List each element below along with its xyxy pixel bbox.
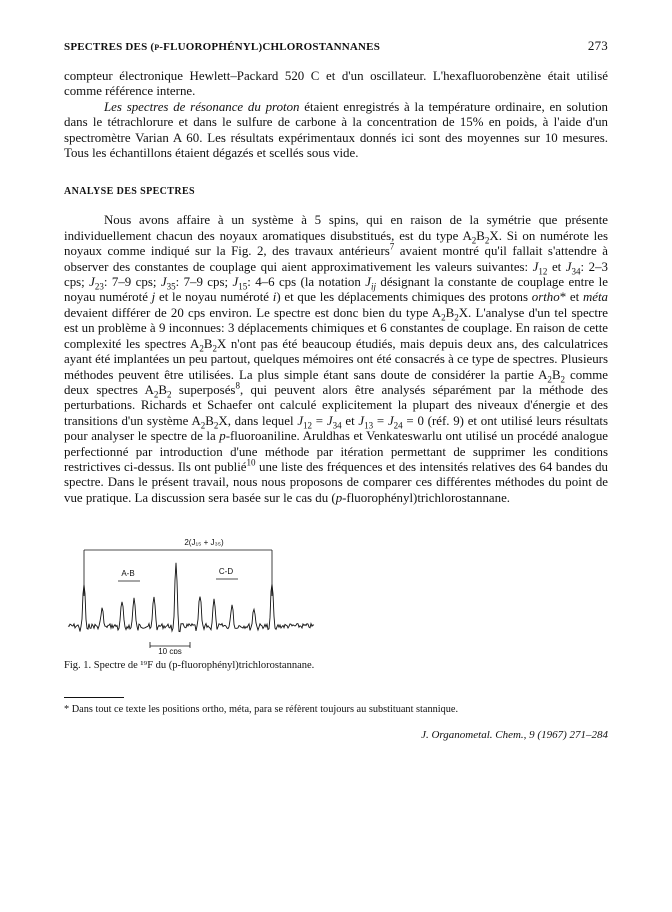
paragraph-1: compteur électronique Hewlett–Packard 520 C et d'un oscillateur. L'hexafluorobenzène était utilisé comme référence interne. bbox=[64, 69, 608, 99]
paragraph-2: Les spectres de résonance du proton étaient enregistrés à la température ordinaire, en solution dans le tétrachlorure et dans le sulfure de carbone à la concentration de 15% en poids, à l'aide d'un spectromètre Varian A 60. Les résultats expérimentaux donnés ici sont des moyennes sur 10 mesures. Tous les échantillons étaient dégazés et scellés sous vide. bbox=[64, 99, 608, 161]
page-number: 273 bbox=[587, 38, 608, 53]
label-ab: A-B bbox=[121, 569, 135, 579]
scale-bar-label: 10 cps bbox=[158, 647, 182, 655]
figure-1-spectrum bbox=[64, 536, 608, 654]
spectrum-trace bbox=[68, 563, 314, 632]
running-title: SPECTRES DES (p-FLUOROPHÉNYL)CHLOROSTANNANES bbox=[64, 41, 381, 53]
running-head bbox=[64, 38, 608, 54]
label-cd: C-D bbox=[218, 567, 234, 577]
footnote: * Dans tout ce texte les positions ortho, méta, para se réfèrent toujours au substituant stannique. bbox=[64, 704, 459, 716]
section-title: ANALYSE DES SPECTRES bbox=[64, 186, 196, 198]
journal-reference: J. Organometal. Chem., 9 (1967) 271–284 bbox=[421, 729, 608, 742]
figure-caption: Fig. 1. Spectre de ¹⁹F du (p-fluorophényl)trichlorostannane. bbox=[64, 660, 315, 672]
paragraph-2-lead: Les spectres de résonance du proton bbox=[104, 99, 300, 114]
paragraph-3: Nous avons affaire à un système à 5 spins, qui en raison de la symétrie que présente individuellement chacun des noyaux aromatiques disubstitués, est du type $A_2B_2X$. Si on numérote les noyaux comme indiqué sur la Fig. 2, des travaux antérieurs$^7$ avaient montré qu'il fallait s'attendre à observer des constantes de couplage qui aient approximativement les valeurs suivantes: $J_{12}$ et $J_{34}$: 2–3 cps; $J_{23}$: 7–9 cps; $J_{35}$: 7–9 cps; $J_{15}$: 4–6 cps (la notation $J_{ij}$ désignant la constante de couplage entre le noyau numéroté j et le noyau numéroté i) et que les déplacements chimiques des protons ortho* et méta devaient différer de 20 cps environ. Le spectre est donc bien du type $A_2B_2X$. L'analyse d'un tel spectre est un problème à 9 inconnues: 3 déplacements chimiques et 6 constantes de couplage. En raison de cette complexité les spectres $A_2B_2X$ n'ont pas été beaucoup étudiés, mais depuis deux ans, des calculatrices ayant été implantées un peu partout, quelques mémoires ont été consacrés à ce type de spectres. Plusieurs méthodes peuvent être utilisées. La plus simple étant sans doute de considérer la partie $A_2B_2$ comme deux spectres $A_2B_2$ superposés$^8$, qui peuvent alors être analysés séparément par la méthode des perturbations. Richards et Schaefer ont calculé explicitement la plupart des niveaux d'énergie et des transitions d'un système $A_2B_2X$, dans lequel $J_{12} = J_{34}$ et $J_{13} = J_{24} = 0$ (réf. 9) et ont utilisé leurs résultats pour analyser le spectre de la p-fluoroaniline. Aruldhas et Venkateswarlu ont utilisé un procédé analogue perfectionné par introduction d'une méthode par itération permettant de supprimer les conditions restrictives ci-dessus. Ils ont publié$^{10}$ une liste des fréquences et des intensités relatives des 64 bandes du spectre. Dans le présent travail, nous nous proposons de comparer ces différentes méthodes du point de vue pratique. La discussion sera basée sur le cas du (p-fluorophényl)trichlorostannane. bbox=[64, 213, 609, 505]
spectrum-plot bbox=[64, 536, 324, 654]
footnote-rule bbox=[64, 697, 124, 698]
label-coupling-sum: 2(J₁₅ + J₃₅) bbox=[184, 538, 224, 548]
page bbox=[64, 38, 608, 741]
